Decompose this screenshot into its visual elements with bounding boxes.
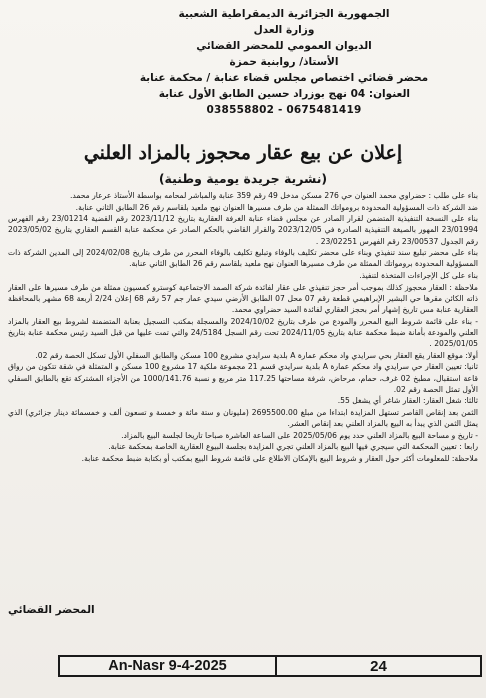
body-paragraph: ثالثا: شغل العقار: العقار شاغر أي يشغل 55. [337,396,478,406]
page-number: 24 [370,657,387,675]
notice-title: إعلان عن بيع عقار محجوز بالمزاد العلني [83,142,403,164]
body-paragraph: ملاحظة : العقار محجوز كذلك بموجب أمر حجز تنفيذي على عقار لفائدة شركة الصمد الاجتماعية كوسترو كمسيون ممثلة من طرف مسيرها على العقار ذاته الكائن مقرها حي البشير الإبراهيمي قطعة رقم 07 محل 07 الطابق الأرضي سيدي عمار جم 57 رقم 68 إعلان 2/24 أربعة 68 مشهر بالمحافظة العقارية عنابة مس تاريخ إشهار أمر بحجز العقاري لفائدة السيد حضراوي محمد. [8,282,478,315]
letterhead-ministry: وزارة العدل [253,24,315,36]
letterhead-republic: الجمهورية الجزائرية الديمقراطية الشعبية [178,8,390,20]
body-paragraph: أولا: موقع العقار يقع العقار بحي سرايدي واد محكم عمارة A بلدية سرايدي مشروع 100 مسكن والطابق السفلي الأول تسكل الحصة رقم 02. [35,350,478,360]
letterhead-bailiff-name: الأستاذ/ روابنية حمزة [229,56,339,68]
body-paragraph: بناء على النسخة التنفيذية المتضمن لقرار الصادر عن مجلس قضاء عنابة الغرفة العقارية بتاريخ 2023/11/12 رقم القضية 23/01214 رقم الفهرس 23/01994 المهور بالصيغة التنفيذية الصادرة في 2023/12/05 والقرار القاضي بالحكم الصادر عن محكمة عنابة القسم العقاري بتاريخ 2023/05/02 رقم الجدول 23/00537 رقم الفهرس 23/02251 . [8,214,478,246]
notice-body [8,190,478,602]
page-footer [58,655,482,677]
body-paragraph: - تاريخ و مساحة البيع بالمزاد العلني حدد يوم 2025/05/06 على الساعة العاشرة صباحا تاريخا لجلسة البيع بالمزاد. [121,430,478,440]
body-paragraph: الثمن بعد إنقاص القاصر تستهل المزايدة ابتداءا من مبلغ 2695500.00 (مليونان و ستة مائة و خمسة و تسعون ألف و خمسمائة دينار جزائري) الذي يمثل الثمن الذي يبدأ به البيع بالمزاد العلني بعد إنقاص العشر. [8,407,478,429]
body-paragraph: بناء على محضر تبليغ سند تنفيذي وبناء على محضر تكليف بالوفاء وتبليغ تكليف بالوفاء المحرر من طرف بتاريخ 2024/02/08 إلى المدين الشركة ذات المسؤولية المحدودة برومواتك الممثلة من طرف مسيرها العنوان نهج ملعيد بلقاسم رقم 26 الطابق الثاني عنابة. [8,248,478,269]
body-paragraph: ضد الشركة ذات المسؤولية المحدودة برومواتك الممثلة من طرف مسيرها العنوان نهج ملعيد بلقاسم رقم 26 الطابق الثاني عنابة. [75,202,478,212]
letterhead-address: العنوان: 04 نهج بوزراد حسين الطابق الأول عنابة [158,88,410,100]
bailiff-letterhead [134,6,434,118]
letterhead-jurisdiction: محضر قضائي اختصاص مجلس قضاء عنابة / محكمة عنابة [139,72,429,84]
body-paragraph: ملاحظة: للمعلومات أكثر حول العقار و شروط البيع بالإمكان الاطلاع على قائمة شروط البيع بمكتب أو بكتابة ضبط محكمة عنابة. [81,454,478,464]
letterhead-phones: 0675481419 - 038558802 [206,104,362,116]
body-paragraph: رابعا : تعيين المحكمة التي سيجري فيها البيع بالمزاد العلني تجري المزايدة بجلسة البيوع العقارية الخاصة بمحكمة عنابة. [108,442,478,452]
body-paragraph: - بناء على قائمة شروط البيع المحرر والمودع من طرف بتاريخ 2024/10/02 والمسجلة بمكتب التسجيل بعنابة المتضمنة لشروط بيع العقار بالمزاد العلني والمودعة بأمانة ضبط محكمة عنابة بتاريخ 2024/11/05 تحت رقم السجل 24/5184 والتي تمت عليها من قبل السيد رئيس محكمة عنابة بتاريخ 2025/01/05 . [8,316,478,349]
publication-date: An-Nasr 9-4-2025 [60,657,277,675]
notice-subtitle: (نشرية جريدة يومية وطنية) [158,171,328,186]
body-paragraph: بناء على كل الإجراءات المتخذة لتنفيذ. [359,271,478,281]
bailiff-signature: المحضر القضائي [8,604,95,616]
body-paragraph: بناء على طلب : حضراوي محمد العنوان حي 276 مسكن مدخل 49 رقم 359 عنابة والمباشر لمحامه بواسطة الأستاذ عرعار محمد. [69,191,478,200]
body-paragraph: ثانيا: تعيين العقار حي سرايدي واد محكم عمارة A بلدية سرايدي قسم 21 مجموعة ملكية 17 مشروع 100 مسكن و المتمثلة في شقة تتكون من رواق قاعة استقبال، مطبخ 02 غرف، حمام، مرحاض، شرفة مساحتها 117.25 متر مربع و نسبة 1000/141.76 من الأجزاء المشتركة تقع بالطابق السفلي الأول تمثل الحصة رقم 02. [8,362,478,394]
letterhead-office: الديوان العمومي للمحضر القضائي [196,40,372,52]
